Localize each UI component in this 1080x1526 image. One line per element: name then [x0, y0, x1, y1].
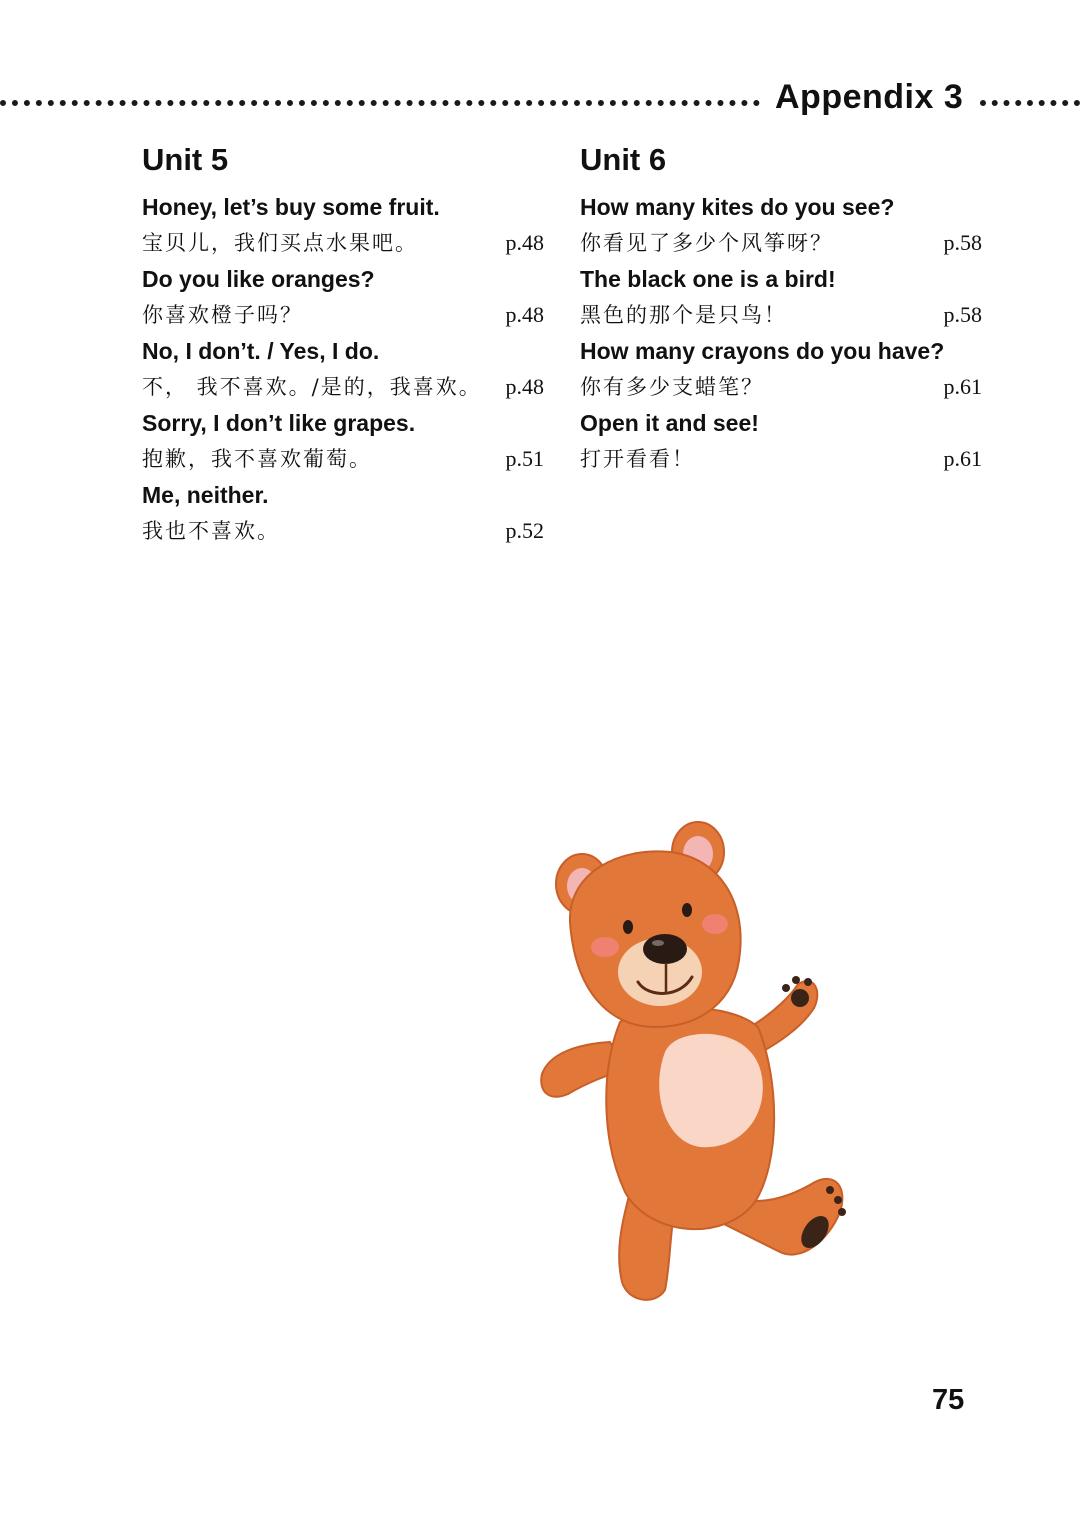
chinese-translation: 你看见了多少个风筝呀？ [580, 231, 833, 255]
unit-title: Unit 5 [142, 142, 229, 177]
english-phrase: Me, neither. [142, 482, 269, 508]
chinese-translation: 我也不喜欢。 [142, 519, 280, 543]
unit-title: Unit 6 [580, 142, 667, 177]
page-reference: p.48 [505, 230, 544, 255]
dotted-rule-right [980, 100, 1080, 106]
page-reference: p.58 [943, 230, 982, 255]
chinese-translation: 你有多少支蜡笔？ [580, 375, 764, 399]
dotted-rule-left [0, 100, 760, 106]
bear-foot-toe [834, 1196, 842, 1204]
page-reference: p.51 [505, 446, 544, 471]
page-header [0, 78, 1080, 124]
translation-row [142, 512, 544, 550]
bear-nose-shine [652, 940, 664, 946]
appendix-title: Appendix 3 [775, 78, 964, 116]
phrase-entry [142, 406, 544, 478]
bear-eye-right [682, 903, 692, 917]
bear-right-paw-toe [782, 984, 790, 992]
chinese-translation: 宝贝儿，我们买点水果吧。 [142, 231, 418, 255]
phrase-entry [142, 478, 544, 550]
phrase-entry [580, 262, 982, 334]
english-phrase: Honey, let’s buy some fruit. [142, 194, 440, 220]
phrase-entry [580, 406, 982, 478]
chinese-translation: 你喜欢橙子吗？ [142, 303, 303, 327]
unit-6-column [580, 138, 982, 478]
page-reference: p.58 [943, 302, 982, 327]
english-phrase: Do you like oranges? [142, 266, 375, 292]
bear-nose [643, 934, 687, 964]
bear-cheek-right [702, 914, 728, 934]
translation-row [580, 296, 982, 334]
bear-foot-toe [838, 1208, 846, 1216]
page-reference: p.61 [943, 374, 982, 399]
bear-right-paw-toe [804, 978, 812, 986]
bear-right-paw-toe [792, 976, 800, 984]
english-phrase: Open it and see! [580, 410, 759, 436]
bear-eye-left [623, 920, 633, 934]
bear-illustration [530, 812, 860, 1312]
chinese-translation: 黑色的那个是只鸟！ [580, 303, 787, 327]
unit-5-column [142, 138, 544, 550]
phrase-entry [142, 334, 544, 406]
translation-row [142, 368, 544, 406]
bear-right-paw-pad [791, 989, 809, 1007]
english-phrase: How many crayons do you have? [580, 338, 945, 364]
bear-cheek-left [591, 937, 619, 957]
chinese-translation: 抱歉，我不喜欢葡萄。 [142, 447, 372, 471]
page-number: 75 [932, 1384, 965, 1416]
translation-row [142, 224, 544, 262]
phrase-entry [580, 334, 982, 406]
phrase-entry [142, 190, 544, 262]
english-phrase: Sorry, I don’t like grapes. [142, 410, 416, 436]
english-phrase: The black one is a bird! [580, 266, 836, 292]
chinese-translation: 打开看看！ [580, 447, 695, 471]
page-reference: p.48 [505, 302, 544, 327]
page-reference: p.48 [505, 374, 544, 399]
translation-row [580, 224, 982, 262]
english-phrase: How many kites do you see? [580, 194, 895, 220]
page-reference: p.61 [943, 446, 982, 471]
chinese-translation: 不， 我不喜欢。/是的，我喜欢。 [142, 375, 482, 399]
translation-row [580, 440, 982, 478]
translation-row [142, 296, 544, 334]
bear-foot-toe [826, 1186, 834, 1194]
translation-row [142, 440, 544, 478]
translation-row [580, 368, 982, 406]
english-phrase: No, I don’t. / Yes, I do. [142, 338, 380, 364]
phrase-entry [142, 262, 544, 334]
phrase-entry [580, 190, 982, 262]
page-reference: p.52 [505, 518, 544, 543]
